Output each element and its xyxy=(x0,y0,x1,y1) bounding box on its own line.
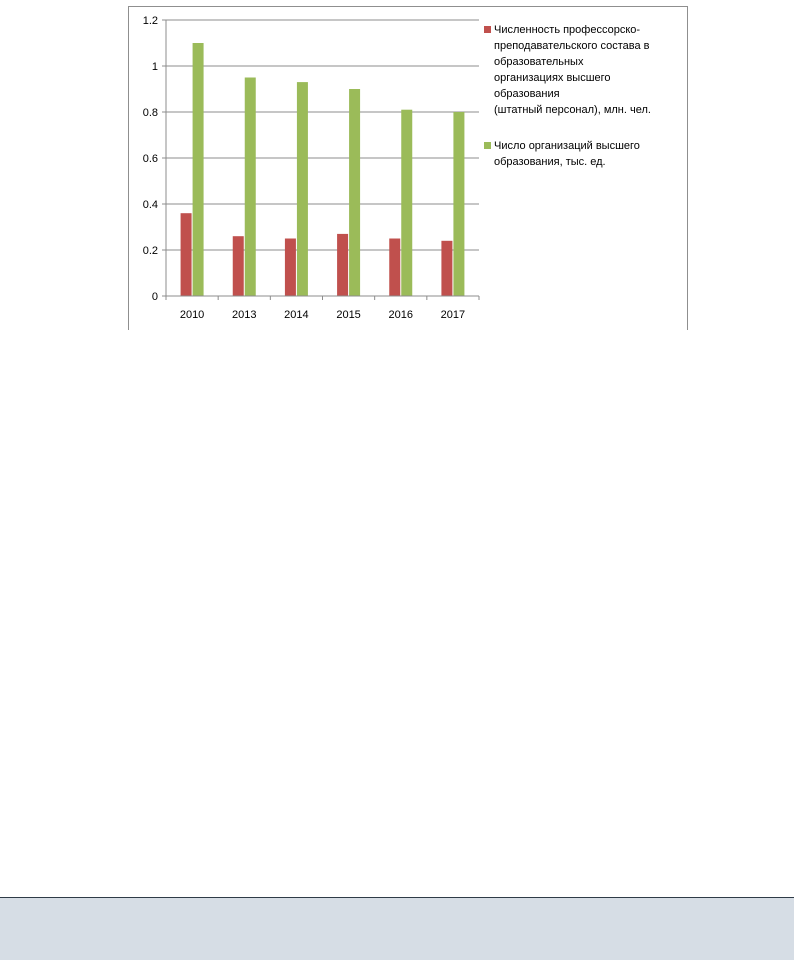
x-tick-label-2015: 2015 xyxy=(336,309,361,321)
bar-series0-2016 xyxy=(389,239,400,297)
bar-series1-2013 xyxy=(245,78,256,297)
y-tick-label-6: 1.2 xyxy=(142,15,158,27)
bar-series0-2013 xyxy=(233,236,244,296)
bar-series0-2014 xyxy=(285,239,296,297)
x-tick-label-2017: 2017 xyxy=(440,309,466,321)
bar-series0-2017 xyxy=(441,241,452,296)
bars xyxy=(181,43,465,296)
legend-swatch-staff xyxy=(484,26,491,33)
bar-series1-2016 xyxy=(401,110,412,296)
x-tick-label-2016: 2016 xyxy=(388,309,413,321)
x-axis-ticks xyxy=(166,296,479,321)
legend-item-staff xyxy=(484,22,684,118)
x-tick-label-2010: 2010 xyxy=(179,309,205,321)
gridlines xyxy=(166,20,479,250)
x-tick-label-2014: 2014 xyxy=(284,309,309,321)
legend-label-organizations: Число организаций высшего образования, тыс. ед. xyxy=(494,140,640,168)
y-tick-label-3: 0.6 xyxy=(142,153,158,165)
y-axis-ticks xyxy=(143,15,166,303)
legend-swatch-organizations xyxy=(484,142,491,149)
y-tick-label-5: 1 xyxy=(151,61,158,73)
y-tick-label-4: 0.8 xyxy=(142,107,158,119)
legend-item-organizations xyxy=(484,138,684,170)
bar-series1-2017 xyxy=(453,112,464,296)
bar-series1-2015 xyxy=(349,89,360,296)
bar-series0-2015 xyxy=(337,234,348,296)
y-tick-label-1: 0.2 xyxy=(142,245,158,257)
x-tick-label-2013: 2013 xyxy=(232,309,257,321)
footer-bar xyxy=(0,897,794,960)
y-tick-label-2: 0.4 xyxy=(142,199,158,211)
chart-legend xyxy=(484,22,684,170)
bar-series1-2014 xyxy=(297,82,308,296)
bar-series0-2010 xyxy=(181,213,192,296)
y-tick-label-0: 0 xyxy=(151,291,158,303)
bar-series1-2010 xyxy=(193,43,204,296)
legend-label-staff: Численность профессорско- преподавательского состава в образовательных организациях высшего образования (штатный персонал), млн. чел. xyxy=(494,24,651,116)
